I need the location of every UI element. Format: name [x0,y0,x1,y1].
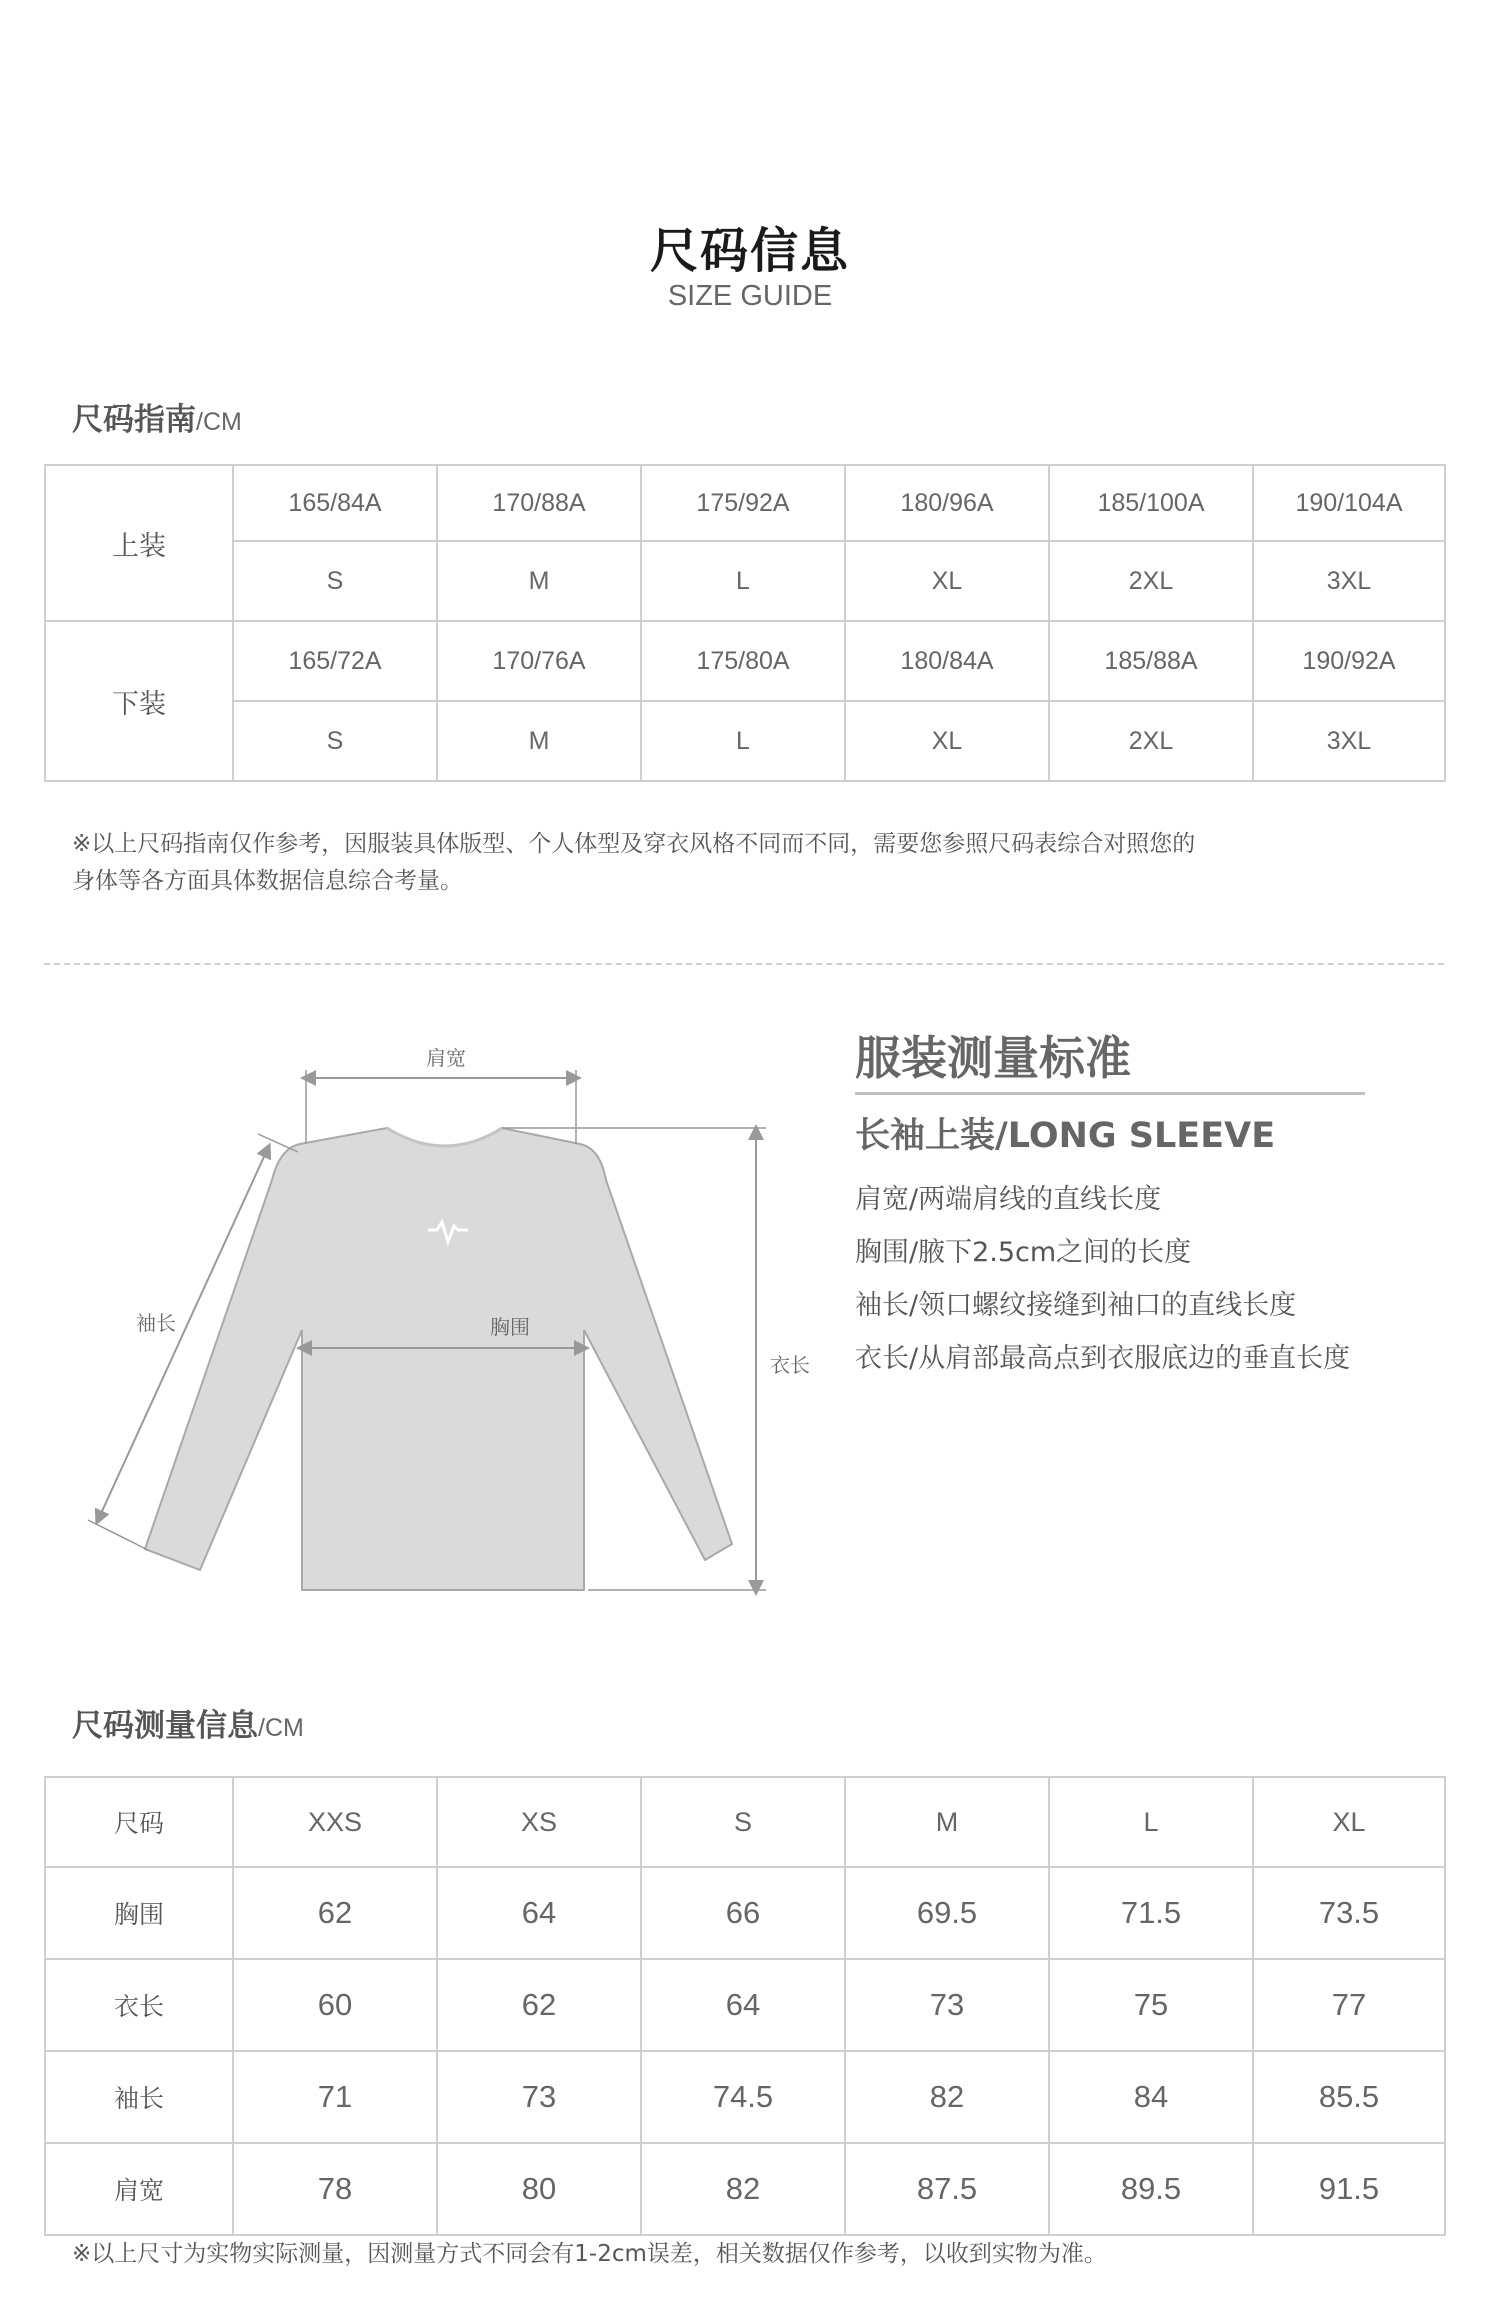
size-guide-note-line2: 身体等各方面具体数据信息综合考量。 [72,868,463,894]
standard-subtitle: 长袖上装/LONG SLEEVE [855,1116,1276,1156]
sleeve-guide-bottom [88,1520,148,1550]
spec-cell: 165/84A [233,465,437,541]
size-cell: L [641,701,845,781]
definition-sleeve: 袖长/领口螺纹接缝到袖口的直线长度 [855,1290,1297,1321]
page-title: 尺码信息 [649,223,850,279]
chest-label: 胸围 [490,1315,530,1339]
measure-table [44,1776,1446,2236]
value-cell: 77 [1253,1959,1445,2051]
row-label-bottom: 下装 [45,621,233,781]
size-cell: L [641,541,845,621]
value-cell: 73.5 [1253,1867,1445,1959]
table-row [45,1867,1445,1959]
value-cell: 82 [641,2143,845,2235]
value-cell: 62 [437,1959,641,2051]
spec-cell: 170/76A [437,621,641,701]
table-row [45,1959,1445,2051]
value-cell: 73 [845,1959,1049,2051]
value-cell: 71.5 [1049,1867,1253,1959]
size-header-cell: M [845,1777,1049,1867]
size-cell: S [233,541,437,621]
measure-title [72,1700,304,1745]
spec-cell: 180/84A [845,621,1049,701]
size-cell: 3XL [1253,701,1445,781]
size-guide-title-text: 尺码指南 [72,402,196,438]
shoulder-label: 肩宽 [426,1046,466,1070]
value-cell: 91.5 [1253,2143,1445,2235]
value-cell: 75 [1049,1959,1253,2051]
value-cell: 78 [233,2143,437,2235]
section-divider [44,963,1444,965]
size-guide-title [72,394,242,439]
size-header-cell: XXS [233,1777,437,1867]
shirt-outline [145,1128,732,1590]
definition-length: 衣长/从肩部最高点到衣服底边的垂直长度 [855,1343,1351,1374]
value-cell: 87.5 [845,2143,1049,2235]
standard-title: 服装测量标准 [855,1031,1131,1085]
table-row [45,2143,1445,2235]
table-row [45,2051,1445,2143]
spec-cell: 190/92A [1253,621,1445,701]
value-cell: 69.5 [845,1867,1049,1959]
value-cell: 62 [233,1867,437,1959]
size-cell: 2XL [1049,701,1253,781]
value-cell: 64 [437,1867,641,1959]
sleeve-label: 袖长 [136,1311,176,1335]
value-cell: 80 [437,2143,641,2235]
value-cell: 82 [845,2051,1049,2143]
standard-title-rule [855,1092,1365,1095]
length-label: 衣长 [770,1353,810,1377]
value-cell: 60 [233,1959,437,2051]
value-cell: 66 [641,1867,845,1959]
size-guide-unit: /CM [196,408,242,436]
size-cell: M [437,701,641,781]
size-cell: XL [845,541,1049,621]
size-guide-note-line1: ※以上尺码指南仅作参考，因服装具体版型、个人体型及穿衣风格不同而不同，需要您参照尺码表综合对照您的 [72,831,1196,857]
size-cell: XL [845,701,1049,781]
table-row [45,541,1445,621]
size-header-cell: XL [1253,1777,1445,1867]
spec-cell: 170/88A [437,465,641,541]
size-header-cell: XS [437,1777,641,1867]
definition-chest: 胸围/腋下2.5cm之间的长度 [855,1237,1192,1268]
sleeve-guide-top [258,1134,298,1152]
spec-cell: 175/80A [641,621,845,701]
row-label-length: 衣长 [45,1959,233,2051]
row-label-chest: 胸围 [45,1867,233,1959]
measure-title-text: 尺码测量信息 [72,1708,258,1744]
spec-cell: 165/72A [233,621,437,701]
value-cell: 84 [1049,2051,1253,2143]
size-header-cell: L [1049,1777,1253,1867]
definition-shoulder: 肩宽/两端肩线的直线长度 [855,1184,1162,1215]
size-cell: 3XL [1253,541,1445,621]
size-cell: M [437,541,641,621]
measure-unit: /CM [258,1714,304,1742]
size-header-cell: S [641,1777,845,1867]
row-label-shoulder: 肩宽 [45,2143,233,2235]
page-subtitle: SIZE GUIDE [667,280,833,312]
spec-cell: 185/100A [1049,465,1253,541]
size-cell: S [233,701,437,781]
value-cell: 85.5 [1253,2051,1445,2143]
value-cell: 73 [437,2051,641,2143]
spec-cell: 180/96A [845,465,1049,541]
size-header-label: 尺码 [45,1777,233,1867]
garment-diagram [40,1030,840,1630]
table-row [45,465,1445,541]
size-guide-table [44,464,1446,782]
spec-cell: 175/92A [641,465,845,541]
value-cell: 89.5 [1049,2143,1253,2235]
table-header-row [45,1777,1445,1867]
measure-note: ※以上尺寸为实物实际测量，因测量方式不同会有1-2cm误差，相关数据仅作参考，以收到实物为准。 [72,2241,1107,2267]
size-cell: 2XL [1049,541,1253,621]
spec-cell: 185/88A [1049,621,1253,701]
row-label-sleeve: 袖长 [45,2051,233,2143]
value-cell: 71 [233,2051,437,2143]
spec-cell: 190/104A [1253,465,1445,541]
value-cell: 64 [641,1959,845,2051]
value-cell: 74.5 [641,2051,845,2143]
row-label-top: 上装 [45,465,233,621]
table-row [45,701,1445,781]
table-row [45,621,1445,701]
size-guide-note [72,826,1195,900]
